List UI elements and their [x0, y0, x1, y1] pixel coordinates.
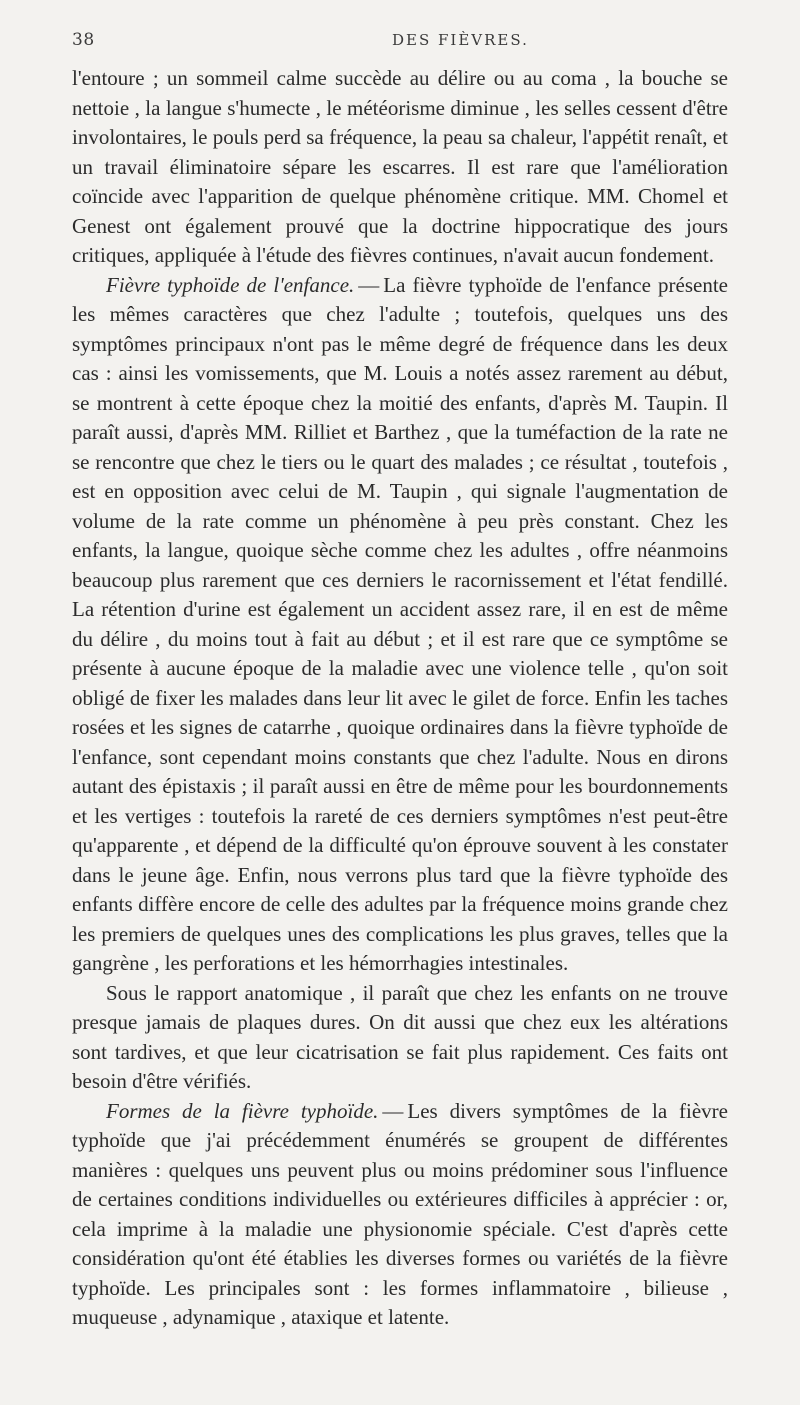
- section-dash: —: [382, 1098, 404, 1123]
- section-dash: —: [358, 272, 380, 297]
- paragraph-enfance: [72, 271, 728, 979]
- paragraph-anatomique: [72, 979, 728, 1097]
- running-head: DES FIÈVRES.: [392, 31, 529, 49]
- paragraph-text: Les divers symptômes de la fièvre typhoïde que j'ai précédemment énumérés se groupent de différentes manières : quelques uns peuvent plus ou moins prédominer sous l'influence de certaines conditions individuelles ou extérieures difficiles à apprécier : or, cela imprime à la maladie une physionomie spéciale. C'est d'après cette considération qu'ont été établies les diverses formes ou variétés de la fièvre typhoïde. Les principales sont : les formes inflammatoire , bilieuse , muqueuse , adynamique , ataxique et latente.: [72, 1098, 728, 1329]
- page-number: 38: [72, 30, 95, 50]
- body-text: [72, 64, 728, 1333]
- section-title-formes: Formes de la fièvre typhoïde.: [106, 1098, 379, 1123]
- paragraph-text: La fièvre typhoïde de l'enfance présente les mêmes caractères que chez l'adulte ; toutefois, quelques uns des symptômes principaux n'ont pas le même degré de fréquence dans les deux cas : ainsi les vomissements, que M. Louis a notés assez rarement au début, se montrent à cette époque chez la moitié des enfants, d'après M. Taupin. Il paraît aussi, d'après MM. Rilliet et Barthez , que la tuméfaction de la rate ne se rencontre que chez le tiers ou le quart des malades ; ce résultat , toutefois , est en opposition avec celui de M. Taupin , qui signale l'augmentation de volume de la rate comme un phénomène à peu près constant. Chez les enfants, la langue, quoique sèche comme chez les adultes , offre néanmoins beaucoup plus rarement que ces derniers le racornissement et l'état fendillé. La rétention d'urine est également un accident assez rare, il en est de même du délire , du moins tout à fait au début ; et il est rare que ce symptôme se présente à aucune époque de la maladie avec une violence telle , qu'on soit obligé de fixer les malades dans leur lit avec le gilet de force. Enfin les taches rosées et les signes de catarrhe , quoique ordinaires dans la fièvre typhoïde de l'enfance, sont cependant moins constants que chez l'adulte. Nous en dirons autant des épistaxis ; il paraît aussi en être de même pour les bourdonnements et les vertiges : toutefois la rareté de ces derniers symptômes n'est peut-être qu'apparente , et dépend de la difficulté qu'on éprouve souvent à les constater dans le jeune âge. Enfin, nous verrons plus tard que la fièvre typhoïde des enfants diffère encore de celle des adultes par la fréquence moins grande chez les premiers de quelques unes des complications les plus graves, telles que la gangrène , les perforations et les hémorrhagies intestinales.: [72, 272, 728, 975]
- page-header: [72, 22, 722, 62]
- paragraph-text: Sous le rapport anatomique , il paraît que chez les enfants on ne trouve presque jamais de plaques dures. On dit aussi que chez eux les altérations sont tardives, et que leur cicatrisation se fait plus rapidement. Ces faits ont besoin d'être vérifiés.: [72, 980, 728, 1093]
- paragraph-continuation: [72, 64, 728, 271]
- paragraph-formes: [72, 1097, 728, 1333]
- paragraph-text: l'entoure ; un sommeil calme succède au délire ou au coma , la bouche se nettoie , la langue s'humecte , le météorisme diminue , les selles cessent d'être involontaires, le pouls perd sa fréquence, la peau sa chaleur, l'appétit renaît, et un travail éliminatoire sépare les escarres. Il est rare que l'amélioration coïncide avec l'apparition de quelque phénomène critique. MM. Chomel et Genest ont également prouvé que la doctrine hippocratique des jours critiques, appliquée à l'étude des fièvres continues, n'avait aucun fondement.: [72, 66, 728, 267]
- section-title-enfance: Fièvre typhoïde de l'enfance.: [106, 272, 355, 297]
